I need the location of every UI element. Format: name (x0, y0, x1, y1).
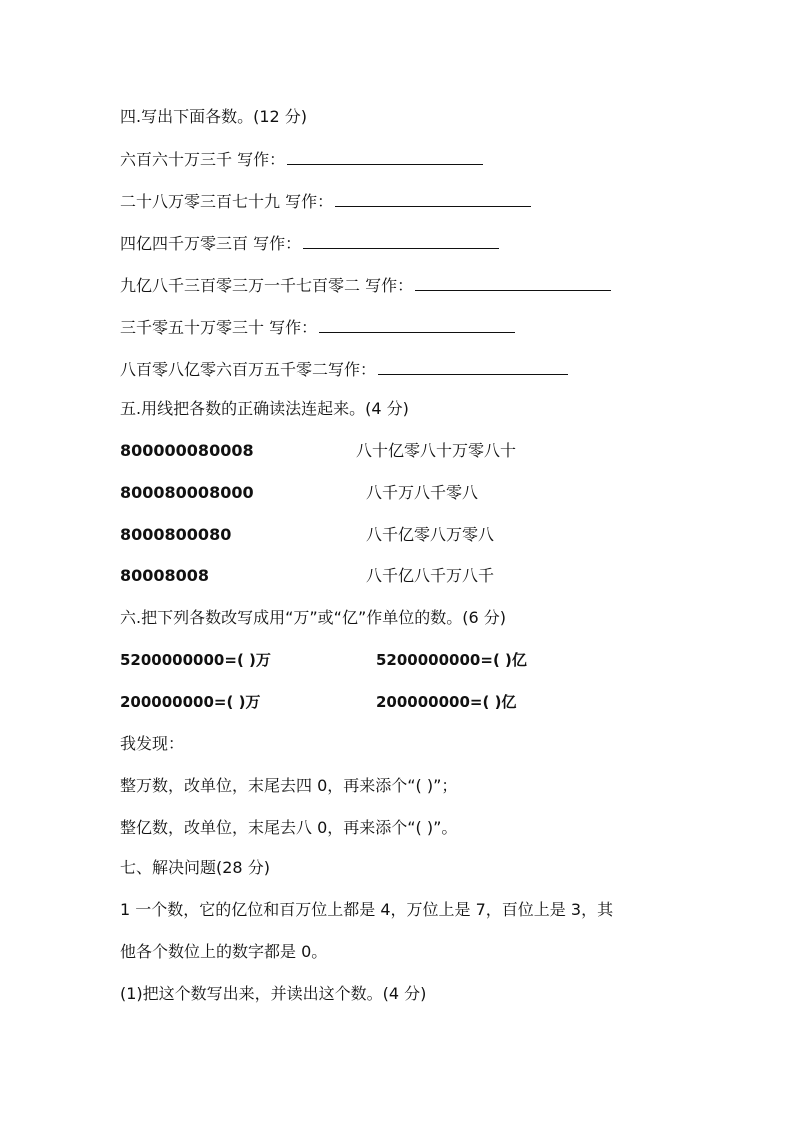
section4-item-2-text: 二十八万零三百七十九 写作： (120, 192, 334, 211)
reading-4[interactable]: 八千亿八千万八千 (366, 566, 495, 585)
section4-item-6 (120, 358, 568, 380)
answer-blank-2[interactable] (335, 190, 531, 207)
reading-3[interactable]: 八千亿零八万零八 (366, 525, 495, 544)
section7-title: 七、解决问题(28 分) (120, 858, 270, 877)
rule-wan[interactable]: 整万数，改单位，末尾去四 0，再来添个“( )”； (120, 776, 458, 795)
section4-item-6-text: 八百零八亿零六百万五千零二写作： (120, 360, 377, 379)
question-1-line-1: 1 一个数，它的亿位和百万位上都是 4，万位上是 7，百位上是 3，其 (120, 900, 614, 919)
conversion-1-wan[interactable]: 5200000000=( )万 (120, 651, 271, 669)
answer-blank-6[interactable] (378, 358, 568, 375)
answer-blank-3[interactable] (303, 232, 499, 249)
conversion-1-yi[interactable]: 5200000000=( )亿 (376, 651, 527, 669)
section4-item-5 (120, 316, 515, 338)
section4-item-2 (120, 190, 531, 212)
question-1-line-2: 他各个数位上的数字都是 0。 (120, 942, 328, 961)
section4-item-3 (120, 232, 499, 254)
section5-title: 五.用线把各数的正确读法连起来。(4 分) (120, 399, 409, 418)
section6-title: 六.把下列各数改写成用“万”或“亿”作单位的数。(6 分) (120, 608, 506, 627)
section4-item-1 (120, 148, 483, 170)
section4-item-5-text: 三千零五十万零三十 写作： (120, 318, 318, 337)
rule-yi[interactable]: 整亿数，改单位，末尾去八 0，再来添个“( )”。 (120, 818, 458, 837)
question-1-sub-1: (1)把这个数写出来，并读出这个数。(4 分) (120, 984, 427, 1003)
answer-blank-4[interactable] (415, 274, 611, 291)
conversion-2-yi[interactable]: 200000000=( )亿 (376, 693, 517, 711)
reading-1[interactable]: 八十亿零八十万零八十 (356, 441, 517, 460)
section4-item-4 (120, 274, 611, 296)
reading-2[interactable]: 八千万八千零八 (366, 483, 479, 502)
section4-title: 四.写出下面各数。(12 分) (120, 107, 308, 126)
number-3[interactable]: 8000800080 (120, 525, 232, 544)
section4-item-3-text: 四亿四千万零三百 写作： (120, 234, 302, 253)
number-1[interactable]: 800000080008 (120, 441, 254, 460)
conversion-2-wan[interactable]: 200000000=( )万 (120, 693, 261, 711)
section4-item-1-text: 六百六十万三千 写作： (120, 150, 286, 169)
answer-blank-1[interactable] (287, 148, 483, 165)
discover-label: 我发现： (120, 734, 185, 753)
section4-item-4-text: 九亿八千三百零三万一千七百零二 写作： (120, 276, 414, 295)
answer-blank-5[interactable] (319, 316, 515, 333)
number-4[interactable]: 80008008 (120, 566, 210, 585)
number-2[interactable]: 800080008000 (120, 483, 254, 502)
